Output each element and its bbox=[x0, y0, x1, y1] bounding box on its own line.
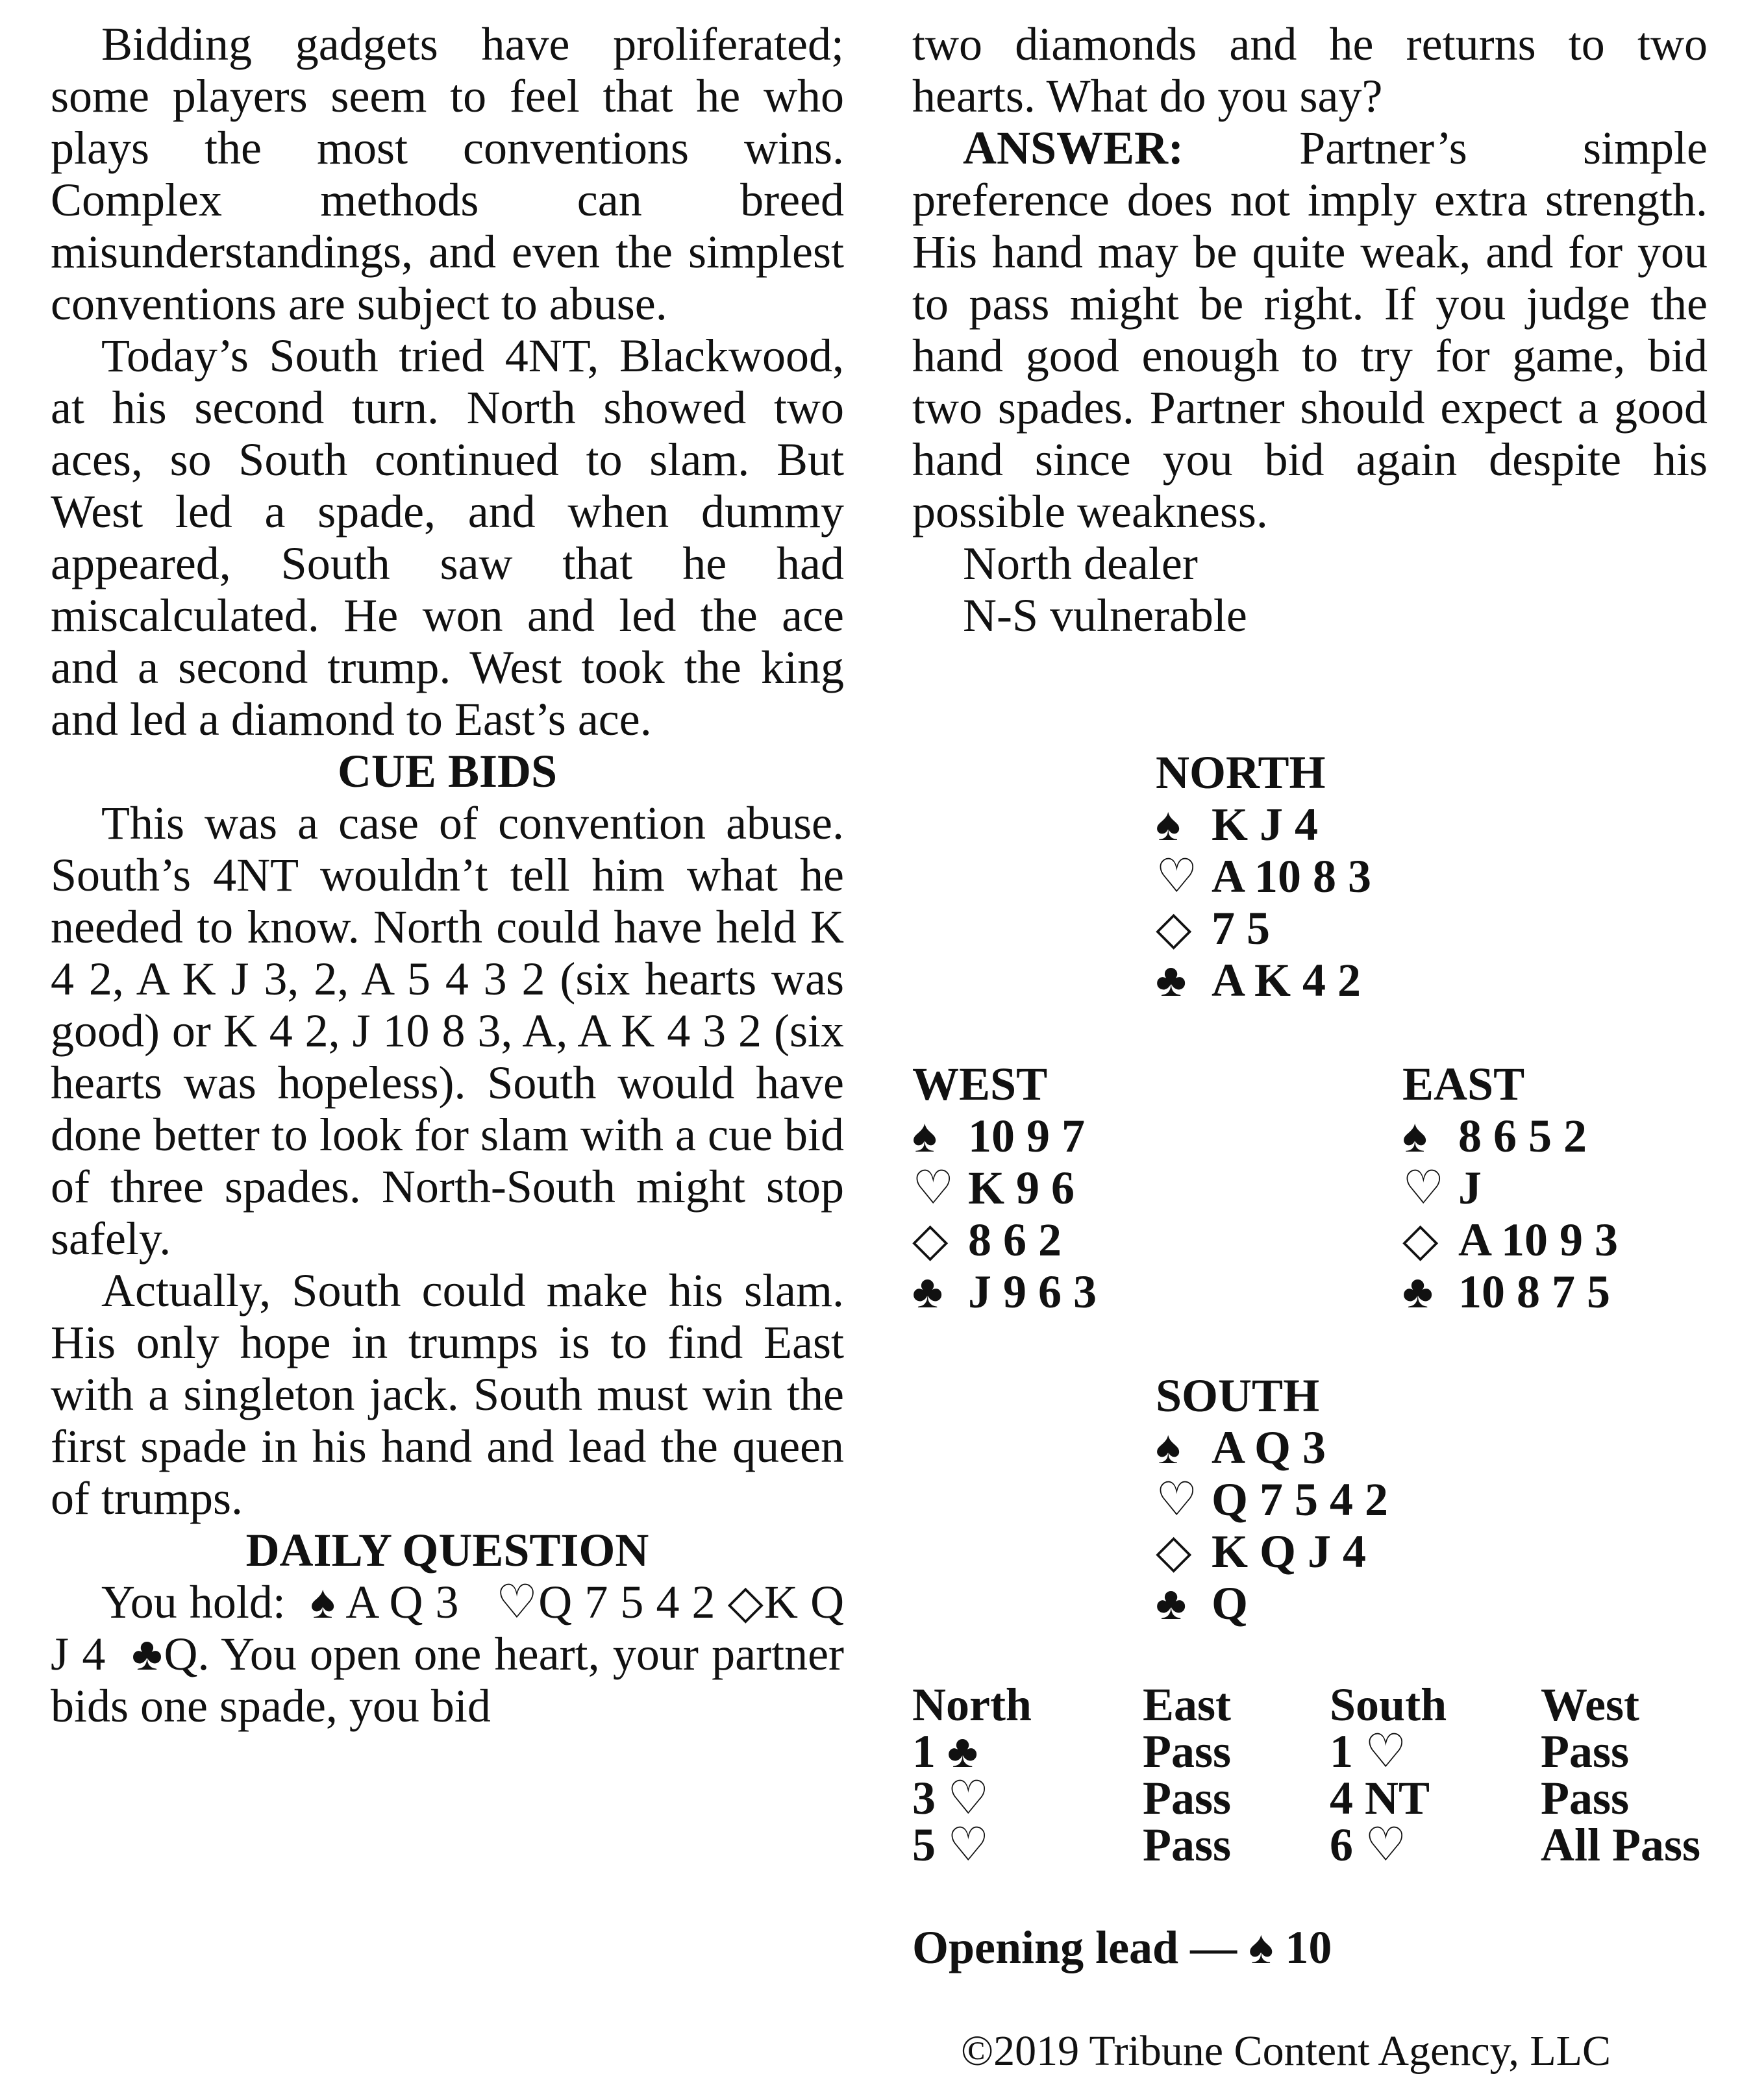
diamond-icon: ◇ bbox=[1156, 902, 1192, 954]
spade-icon: ♠ bbox=[1402, 1110, 1428, 1162]
right-column bbox=[912, 18, 1708, 641]
north-diamonds: 7 5 bbox=[1212, 902, 1270, 954]
auction-bid: 3 ♡ bbox=[912, 1772, 989, 1824]
question-continuation: two diamonds and he returns to two hearts. What do you say? bbox=[912, 18, 1708, 122]
east-diamonds: A 10 9 3 bbox=[1458, 1214, 1619, 1266]
auction-bid: Pass bbox=[1143, 1725, 1232, 1777]
spade-icon: ♠ bbox=[310, 1576, 336, 1628]
auction-row bbox=[912, 1725, 1708, 1777]
south-spades: A Q 3 bbox=[1212, 1422, 1326, 1474]
auction-header-south: South bbox=[1330, 1679, 1447, 1731]
auction-bid: 4 NT bbox=[1330, 1772, 1430, 1824]
question-hearts: Q 7 5 4 2 bbox=[538, 1576, 715, 1628]
answer-text: Partner’s simple preference does not imply extra strength. His hand may be quite weak, and for you to pass might be right. If you judge the hand good enough to try for game, bid two spades. Partner should expect a good hand since you bid again despite his possible weakness. bbox=[912, 122, 1708, 537]
dealer-line: North dealer bbox=[963, 537, 1198, 589]
diamond-icon: ◇ bbox=[1402, 1214, 1439, 1266]
east-hearts: J bbox=[1458, 1162, 1482, 1214]
left-column bbox=[51, 18, 844, 1732]
diamond-icon: ◇ bbox=[727, 1576, 765, 1628]
auction-bid: 1 ♡ bbox=[1330, 1725, 1407, 1777]
diamond-icon: ◇ bbox=[1156, 1526, 1192, 1577]
daily-question-paragraph bbox=[51, 1576, 844, 1732]
auction-bid: Pass bbox=[1143, 1772, 1232, 1824]
west-title: WEST bbox=[912, 1058, 1048, 1110]
copyright: ©2019 Tribune Content Agency, LLC bbox=[961, 2027, 1611, 2075]
east-hand bbox=[1402, 1058, 1618, 1318]
daily-question-heading: DAILY QUESTION bbox=[245, 1524, 649, 1576]
heart-icon: ♡ bbox=[1156, 1474, 1198, 1526]
west-hand bbox=[912, 1058, 1097, 1318]
spade-icon: ♠ bbox=[1156, 798, 1181, 850]
auction-header-west: West bbox=[1541, 1679, 1639, 1731]
south-hearts: Q 7 5 4 2 bbox=[1212, 1474, 1389, 1526]
club-icon: ♣ bbox=[1156, 1577, 1187, 1629]
question-intro: You hold: bbox=[101, 1576, 286, 1628]
question-diamonds: K Q J 4 bbox=[51, 1576, 845, 1680]
diamond-icon: ◇ bbox=[912, 1214, 949, 1266]
south-hand bbox=[1156, 1370, 1388, 1629]
east-title: EAST bbox=[1402, 1058, 1525, 1110]
question-rest: Q. You open one heart, your partner bids one spade, you bid bbox=[51, 1628, 845, 1732]
west-spades: 10 9 7 bbox=[968, 1110, 1085, 1162]
north-hearts: A 10 8 3 bbox=[1212, 850, 1372, 902]
cue-bids-heading: CUE BIDS bbox=[337, 745, 558, 797]
auction-bid: Pass bbox=[1541, 1725, 1630, 1777]
auction-header-north: North bbox=[912, 1679, 1032, 1731]
answer-paragraph bbox=[912, 122, 1708, 537]
south-title: SOUTH bbox=[1156, 1370, 1320, 1422]
auction-header-east: East bbox=[1143, 1679, 1232, 1731]
west-diamonds: 8 6 2 bbox=[968, 1214, 1062, 1266]
south-diamonds: K Q J 4 bbox=[1212, 1526, 1367, 1577]
club-icon: ♣ bbox=[1402, 1266, 1434, 1318]
east-clubs: 10 8 7 5 bbox=[1458, 1266, 1610, 1318]
blackwood-paragraph: Today’s South tried 4NT, Blackwood, at his second turn. North showed two aces, so South continued to slam. But West led a spade, and when dummy appeared, South saw that he had miscalculated. He won and led the ace and a second trump. West took the king and led a diamond to East’s ace. bbox=[51, 330, 844, 745]
auction-table bbox=[912, 1679, 1708, 1871]
north-hand bbox=[1156, 747, 1371, 1006]
club-icon: ♣ bbox=[912, 1266, 943, 1318]
auction-bid: All Pass bbox=[1541, 1819, 1701, 1871]
west-clubs: J 9 6 3 bbox=[968, 1266, 1097, 1318]
auction-row bbox=[912, 1772, 1708, 1824]
slam-paragraph: Actually, South could make his slam. His only hope in trumps is to find East with a singleton jack. South must win the first spade in his hand and lead the queen of trumps. bbox=[51, 1265, 844, 1524]
north-spades: K J 4 bbox=[1212, 798, 1319, 850]
club-icon: ♣ bbox=[131, 1628, 164, 1680]
auction-bid: 6 ♡ bbox=[1330, 1819, 1407, 1871]
opening-lead: Opening lead — ♠ 10 bbox=[912, 1921, 1332, 1973]
south-clubs: Q bbox=[1212, 1577, 1249, 1629]
intro-paragraph: Bidding gadgets have proliferated; some players seem to feel that he who plays the most conventions wins. Complex methods can breed misunderstandings, and even the simplest conventions are subject to abuse. bbox=[51, 18, 844, 330]
heart-icon: ♡ bbox=[1156, 850, 1198, 902]
auction-row bbox=[912, 1819, 1708, 1871]
auction-header-row bbox=[912, 1679, 1708, 1731]
west-hearts: K 9 6 bbox=[968, 1162, 1075, 1214]
auction-bid: Pass bbox=[1143, 1819, 1232, 1871]
heart-icon: ♡ bbox=[1402, 1162, 1445, 1214]
auction-bid: 5 ♡ bbox=[912, 1819, 989, 1871]
north-title: NORTH bbox=[1156, 747, 1326, 798]
heart-icon: ♡ bbox=[912, 1162, 954, 1214]
spade-icon: ♠ bbox=[1156, 1422, 1181, 1474]
club-icon: ♣ bbox=[1156, 954, 1187, 1006]
spade-icon: ♠ bbox=[912, 1110, 938, 1162]
north-clubs: A K 4 2 bbox=[1212, 954, 1361, 1006]
heart-icon: ♡ bbox=[495, 1576, 539, 1628]
convention-abuse-paragraph: This was a case of convention abuse. South’s 4NT wouldn’t tell him what he needed to know. North could have held K 4 2, A K J 3, 2, A 5 4 3 2 (six hearts was good) or K 4 2, J 10 8 3, A, A K 4 3 2 (six hearts was hopeless). South would have done better to look for slam with a cue bid of three spades. North-South might stop safely. bbox=[51, 797, 844, 1265]
auction-bid: 1 ♣ bbox=[912, 1725, 978, 1777]
auction-bid: Pass bbox=[1541, 1772, 1630, 1824]
east-spades: 8 6 5 2 bbox=[1458, 1110, 1587, 1162]
answer-label: ANSWER: bbox=[963, 122, 1184, 174]
question-spades: A Q 3 bbox=[345, 1576, 459, 1628]
vulnerability-line: N-S vulnerable bbox=[963, 589, 1247, 641]
